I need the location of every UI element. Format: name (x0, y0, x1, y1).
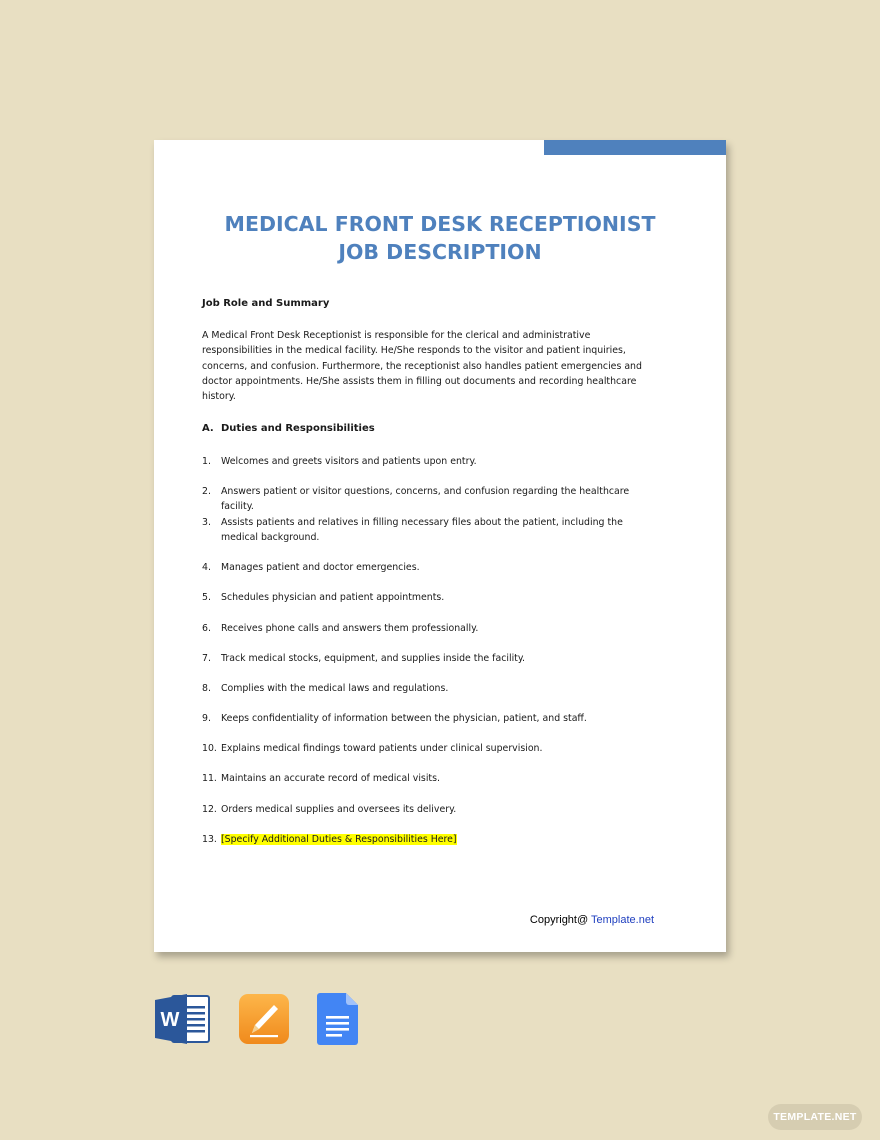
duty-item (202, 560, 662, 575)
duty-item (202, 515, 662, 545)
duty-item (202, 711, 662, 726)
duty-number: 5. (202, 592, 211, 603)
duty-item (202, 454, 662, 469)
duty-item (202, 681, 662, 696)
title-line-2: JOB DESCRIPTION (338, 240, 542, 264)
duty-text: Receives phone calls and answers them professionally. (221, 623, 479, 634)
document-page (154, 140, 726, 952)
duty-number: 13. (202, 834, 217, 845)
duty-number: 8. (202, 683, 211, 694)
document-title (154, 210, 726, 266)
google-docs-icon[interactable] (317, 993, 359, 1050)
summary-heading: Job Role and Summary (202, 298, 330, 309)
duty-item (202, 741, 662, 756)
duties-heading (202, 423, 375, 434)
duty-number: 9. (202, 713, 211, 724)
duty-item (202, 771, 662, 786)
pages-icon[interactable] (238, 993, 290, 1050)
duty-text: Keeps confidentiality of information between the physician, patient, and staff. (221, 713, 587, 724)
word-icon[interactable] (155, 994, 211, 1049)
duty-number: 7. (202, 653, 211, 664)
template-net-badge[interactable]: TEMPLATE.NET (768, 1104, 862, 1130)
duty-item (202, 590, 662, 605)
copyright-line (530, 914, 654, 926)
duty-number: 10. (202, 743, 217, 754)
duty-number: 3. (202, 517, 211, 528)
duty-number: 12. (202, 804, 217, 815)
duty-text: Assists patients and relatives in filling necessary files about the patient, including the medical background. (221, 517, 623, 543)
duty-item (202, 621, 662, 636)
duty-item (202, 651, 662, 666)
copyright-prefix: Copyright@ (529, 914, 592, 926)
duty-number: 1. (202, 456, 211, 467)
duty-text: Manages patient and doctor emergencies. (221, 562, 420, 573)
duty-text: Answers patient or visitor questions, concerns, and confusion regarding the healthcare facility. (221, 486, 630, 512)
duty-text: Maintains an accurate record of medical visits. (221, 773, 440, 784)
duty-number: 2. (202, 486, 211, 497)
accent-bar (544, 140, 726, 155)
duty-text: Explains medical findings toward patients under clinical supervision. (221, 743, 543, 754)
svg-text:W: W (160, 1009, 180, 1031)
duty-text: Orders medical supplies and oversees its delivery. (221, 804, 457, 815)
duty-text: Track medical stocks, equipment, and supplies inside the facility. (221, 653, 526, 664)
duty-item (202, 802, 662, 817)
summary-paragraph: A Medical Front Desk Receptionist is responsible for the clerical and administrative responsibilities in the medical facility. He/She responds to the visitor and patient inquiries, concerns, and confusion. Furthermore, the receptionist also handles patient emergencies and doctor appointments. He/She assists them in filling out documents and recording healthcare history. (202, 330, 642, 403)
duty-number: 11. (202, 773, 217, 784)
duty-text: Welcomes and greets visitors and patients upon entry. (221, 456, 477, 467)
duty-text: Complies with the medical laws and regulations. (221, 683, 449, 694)
duty-text: Schedules physician and patient appointments. (221, 592, 445, 603)
duty-number: 6. (202, 623, 211, 634)
duty-number: 4. (202, 562, 211, 573)
copyright-link[interactable]: Template.net (591, 914, 654, 926)
duties-heading-label: Duties and Responsibilities (221, 423, 375, 434)
title-line-1: MEDICAL FRONT DESK RECEPTIONIST (224, 212, 656, 236)
duties-letter: A. (202, 423, 214, 434)
duty-item (202, 832, 662, 847)
duty-item (202, 484, 662, 514)
placeholder-highlight[interactable]: [Specify Additional Duties & Responsibilities Here] (221, 834, 457, 845)
